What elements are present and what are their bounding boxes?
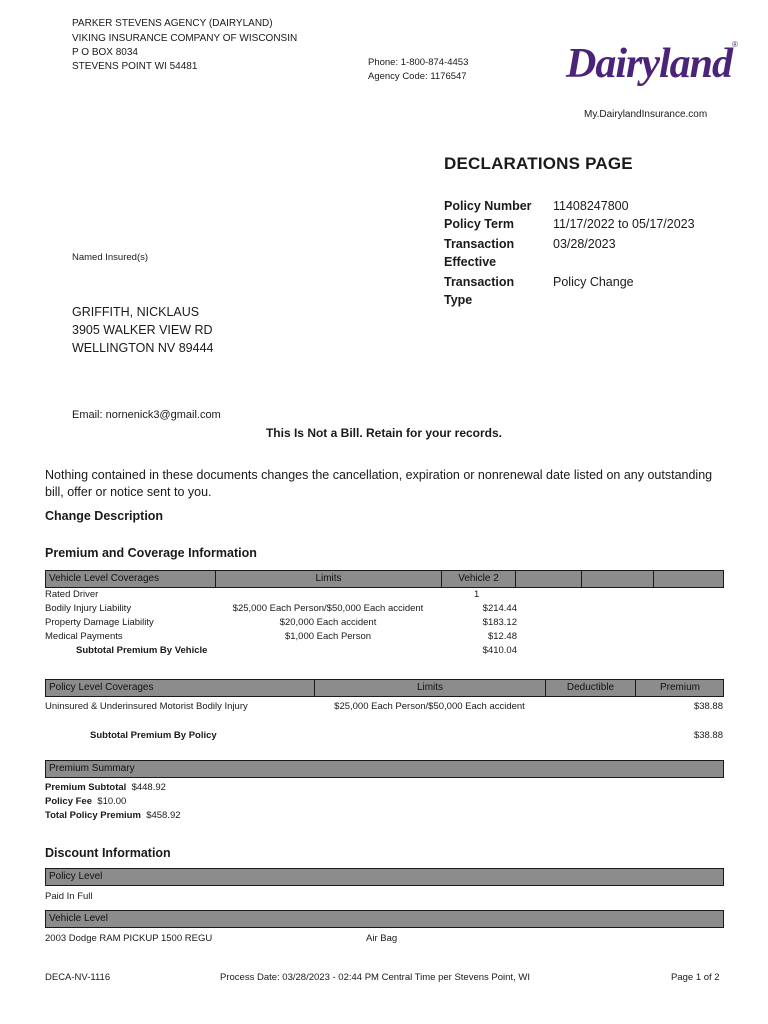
insured-name: GRIFFITH, NICKLAUS (72, 305, 200, 319)
policy-level-discount-label: Policy Level (49, 871, 103, 882)
coverage-name: Bodily Injury Liability (45, 603, 132, 614)
policy-coverage-premium: $38.88 (693, 701, 723, 712)
process-date: Process Date: 03/28/2023 - 02:44 PM Central Time per Stevens Point, WI (220, 972, 530, 983)
policy-discount-item: Paid In Full (45, 891, 93, 902)
vehicle-level-discount-header (45, 910, 724, 928)
policy-deductible-header: Deductible (546, 680, 636, 696)
policy-subtotal-value: $38.88 (693, 730, 723, 741)
vehicle-empty-header-1 (516, 571, 582, 587)
vehicle-discount-item: Air Bag (366, 933, 398, 944)
vehicle-subtotal-label: Subtotal Premium By Vehicle (76, 645, 208, 656)
named-insured-label: Named Insured(s) (72, 252, 149, 263)
not-a-bill-notice: This Is Not a Bill. Retain for your records. (265, 426, 503, 440)
rated-driver-label: Rated Driver (45, 589, 99, 600)
policy-limits-header: Limits (315, 680, 546, 696)
vehicle-table-header (45, 570, 724, 588)
vehicle-2-header: Vehicle 2 (442, 571, 516, 587)
coverage-name: Property Damage Liability (45, 617, 154, 628)
transaction-effective: 03/28/2023 (553, 237, 616, 251)
transaction-type: Policy Change (553, 275, 634, 289)
website-link[interactable]: My.DairylandInsurance.com (584, 109, 708, 120)
premium-coverage-heading: Premium and Coverage Information (45, 546, 257, 560)
premium-subtotal-label: Premium Subtotal (45, 782, 127, 793)
coverage-limits: $20,000 Each accident (279, 617, 377, 628)
coverage-premium: $214.44 (482, 603, 517, 614)
transaction-type-label (444, 273, 514, 309)
vehicle-subtotal-value: $410.04 (482, 645, 517, 656)
transaction-effective-label-line2: Effective (444, 255, 497, 269)
premium-subtotal-value: $448.92 (131, 782, 166, 793)
insured-address-line1: 3905 WALKER VIEW RD (72, 323, 213, 337)
total-premium-value: $458.92 (146, 810, 181, 821)
rated-driver-value: 1 (474, 589, 480, 600)
logo-text: Dairyland (566, 41, 733, 87)
coverage-name: Medical Payments (45, 631, 123, 642)
coverage-limits: $25,000 Each Person/$50,000 Each accident (232, 603, 424, 614)
premium-summary-header (45, 760, 724, 778)
registered-mark: ® (732, 40, 738, 49)
policy-level-discount-header (45, 868, 724, 886)
coverage-premium: $183.12 (482, 617, 517, 628)
insured-address-line2: WELLINGTON NV 89444 (72, 341, 214, 355)
agency-city: STEVENS POINT WI 54481 (72, 61, 198, 72)
vehicle-empty-header-3 (654, 571, 724, 587)
insured-email[interactable]: Email: nornenick3@gmail.com (72, 409, 221, 421)
transaction-type-label-line2: Type (444, 293, 473, 307)
notice-line2: bill, offer or notice sent to you. (45, 485, 212, 499)
total-premium-row (45, 809, 181, 823)
premium-subtotal-row (45, 781, 166, 795)
discount-heading: Discount Information (45, 846, 171, 860)
agency-name: PARKER STEVENS AGENCY (DAIRYLAND) (72, 18, 273, 29)
coverage-limits: $1,000 Each Person (284, 631, 372, 642)
policy-fee-label: Policy Fee (45, 796, 92, 807)
page-number: Page 1 of 2 (671, 972, 720, 983)
agency-po-box: P O BOX 8034 (72, 47, 138, 58)
form-code: DECA-NV-1116 (45, 972, 111, 983)
vehicle-empty-header-2 (582, 571, 654, 587)
total-premium-label: Total Policy Premium (45, 810, 141, 821)
policy-coverage-name: Uninsured & Underinsured Motorist Bodily Injury (45, 701, 248, 712)
vehicle-level-discount-label: Vehicle Level (49, 913, 108, 924)
transaction-effective-label (444, 235, 514, 271)
premium-summary-header-label: Premium Summary (49, 763, 135, 774)
page-title: DECLARATIONS PAGE (444, 154, 633, 173)
company-name: VIKING INSURANCE COMPANY OF WISCONSIN (72, 33, 298, 44)
coverage-premium: $12.48 (487, 631, 517, 642)
agency-phone: Phone: 1-800-874-4453 (368, 57, 469, 68)
transaction-type-label-line1: Transaction (444, 275, 515, 289)
policy-number: 11408247800 (553, 199, 629, 213)
discount-vehicle: 2003 Dodge RAM PICKUP 1500 REGU (45, 933, 213, 944)
change-description-heading: Change Description (45, 509, 164, 523)
policy-term: 11/17/2022 to 05/17/2023 (553, 217, 695, 231)
policy-subtotal-label: Subtotal Premium By Policy (90, 730, 217, 741)
agency-code: Agency Code: 1176547 (368, 71, 467, 82)
notice-line1: Nothing contained in these documents changes the cancellation, expiration or nonrenewal date listed on any outstanding (45, 468, 713, 482)
policy-number-label: Policy Number (444, 199, 532, 213)
policy-coverage-limits: $25,000 Each Person/$50,000 Each accident (334, 701, 525, 712)
vehicle-coverages-header: Vehicle Level Coverages (46, 571, 216, 587)
policy-table-header (45, 679, 724, 697)
policy-coverages-header: Policy Level Coverages (46, 680, 315, 696)
vehicle-limits-header: Limits (216, 571, 442, 587)
policy-term-label: Policy Term (444, 217, 514, 231)
dairyland-logo (566, 40, 738, 88)
policy-fee-value: $10.00 (97, 796, 127, 807)
policy-fee-row (45, 795, 126, 809)
transaction-effective-label-line1: Transaction (444, 237, 515, 251)
policy-premium-header: Premium (659, 682, 700, 693)
